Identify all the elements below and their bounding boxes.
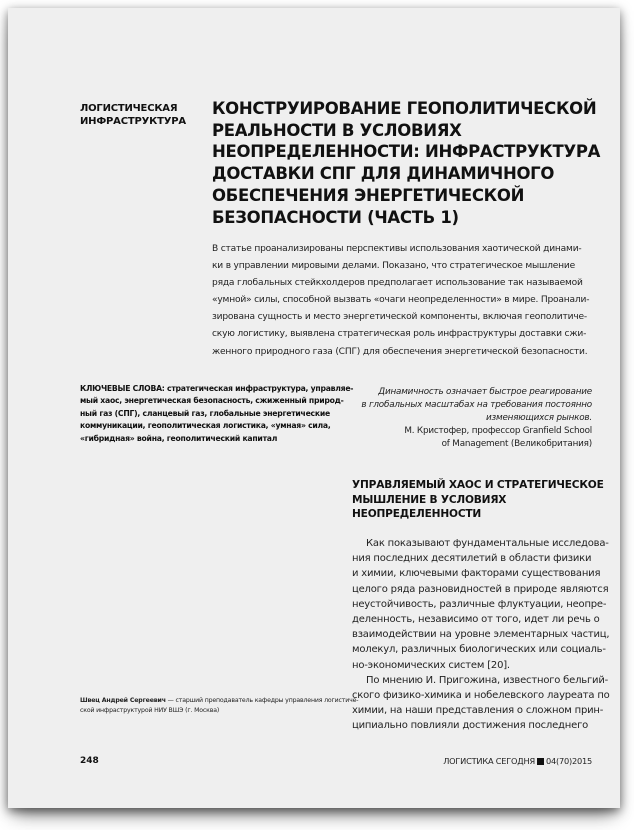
title-line: НЕОПРЕДЕЛЕННОСТИ: ИНФРАСТРУКТУРА [212,142,601,162]
body-line: Как показывают фундаментальные исследова- [366,538,609,549]
body-line: молекул, различных биологических или социаль- [352,644,606,656]
body-line: химии, на наши представления о сложном прин- [352,705,604,717]
section-heading-line: МЫШЛЕНИЕ В УСЛОВИЯХ [352,493,507,506]
keywords-line: ный газ (СПГ), сланцевый газ, глобальные энергетические [80,408,330,418]
body-line: ского физико-химика и нобелевского лауреата по [352,690,610,702]
epigraph-author-line: of Management (Великобритания) [441,439,592,449]
author-position: — старший преподаватель кафедры управления логистиче- [165,697,359,704]
issue-number: 04(70)2015 [545,756,592,766]
epigraph-quote-line: в глобальных масштабах на требования постоянно [361,400,592,410]
article-title [212,98,601,228]
page-number: 248 [80,756,99,766]
body-text [352,536,610,734]
body-line: неустойчивость, различные флуктуации, неопре- [352,598,607,610]
keywords-line: мый хаос, энергетическая безопасность, сжиженный природ- [80,396,344,406]
author-note-line: ской инфраструктурой НИУ ВШЭ (г. Москва) [80,707,220,714]
body-line: ципиально повлияли достижения последнего [352,720,589,732]
section-heading-line: НЕОПРЕДЕЛЕННОСТИ [352,508,482,521]
keywords-line: «гибридная» война, геополитический капитал [80,433,278,443]
section-heading [352,478,602,522]
body-line: и химии, ключевыми факторами существования [352,568,601,580]
abstract-line: скую логистику, выявлена стратегическая роль инфраструктуры доставки сжи- [212,329,587,340]
journal-name: ЛОГИСТИКА СЕГОДНЯ [443,756,535,766]
epigraph-author [292,425,592,451]
abstract-line: женного природного газа (СПГ) для обеспечения энергетической безопасности. [212,346,588,357]
abstract-line: ки в управлении мировыми делами. Показано, что стратегическое мышление [212,261,576,272]
epigraph-author-line: М. Кристофер, профессор Granfield School [404,426,592,436]
body-line: взаимодействии на уровне элементарных частиц, [352,629,610,641]
title-line: ДОСТАВКИ СПГ ДЛЯ ДИНАМИЧНОГО [212,164,555,184]
title-line: БЕЗОПАСНОСТИ (ЧАСТЬ 1) [212,207,459,227]
title-line: КОНСТРУИРОВАНИЕ ГЕОПОЛИТИЧЕСКОЙ [212,99,597,118]
body-line: ния последних десятилетий в области физики [352,553,592,565]
epigraph [292,386,592,451]
author-name: Швец Андрей Сергеевич [80,697,166,704]
abstract-line: «умной» силы, способной вызвать «очаги неопределенности» в мире. Проанали- [212,295,590,306]
abstract-line: ряда глобальных стейкхолдеров предполагает использование так называемой [212,278,583,289]
section-label: ЛОГИСТИЧЕСКАЯ ИНФРАСТРУКТУРА [80,103,186,127]
epigraph-quote-line: Динамичность означает быстрое реагирование [378,387,592,397]
body-line: По мнению И. Пригожина, известного бельгий- [366,674,609,686]
keywords-line: КЛЮЧЕВЫЕ СЛОВА: стратегическая инфраструктура, управляе- [80,384,354,393]
body-line: целого ряда разновидностей в природе являются [352,583,609,595]
keywords-line: коммуникации, геополитическая логистика, «умная» сила, [80,421,331,431]
epigraph-quote-line: изменяющихся рынков. [486,413,592,423]
title-line: РЕАЛЬНОСТИ В УСЛОВИЯХ [212,120,462,140]
section-heading-line: УПРАВЛЯЕМЫЙ ХАОС И СТРАТЕГИЧЕСКОЕ [352,479,604,491]
journal-page [8,8,620,808]
abstract-line: зирована сущность и место энергетической компоненты, включая геополитиче- [212,312,587,323]
body-line: но-экономических систем [20]. [352,659,510,671]
body-line: деленность, независимо от того, идет ли речь о [352,614,600,626]
author-note [80,696,359,716]
footer [443,756,592,766]
title-line: ОБЕСПЕЧЕНИЯ ЭНЕРГЕТИЧЕСКОЙ [212,185,525,205]
abstract-line: В статье проанализированы перспективы использования хаотической динами- [212,244,582,254]
epigraph-quote [292,386,592,425]
abstract [212,241,604,361]
square-icon [537,758,544,765]
author-note-line [80,696,359,706]
